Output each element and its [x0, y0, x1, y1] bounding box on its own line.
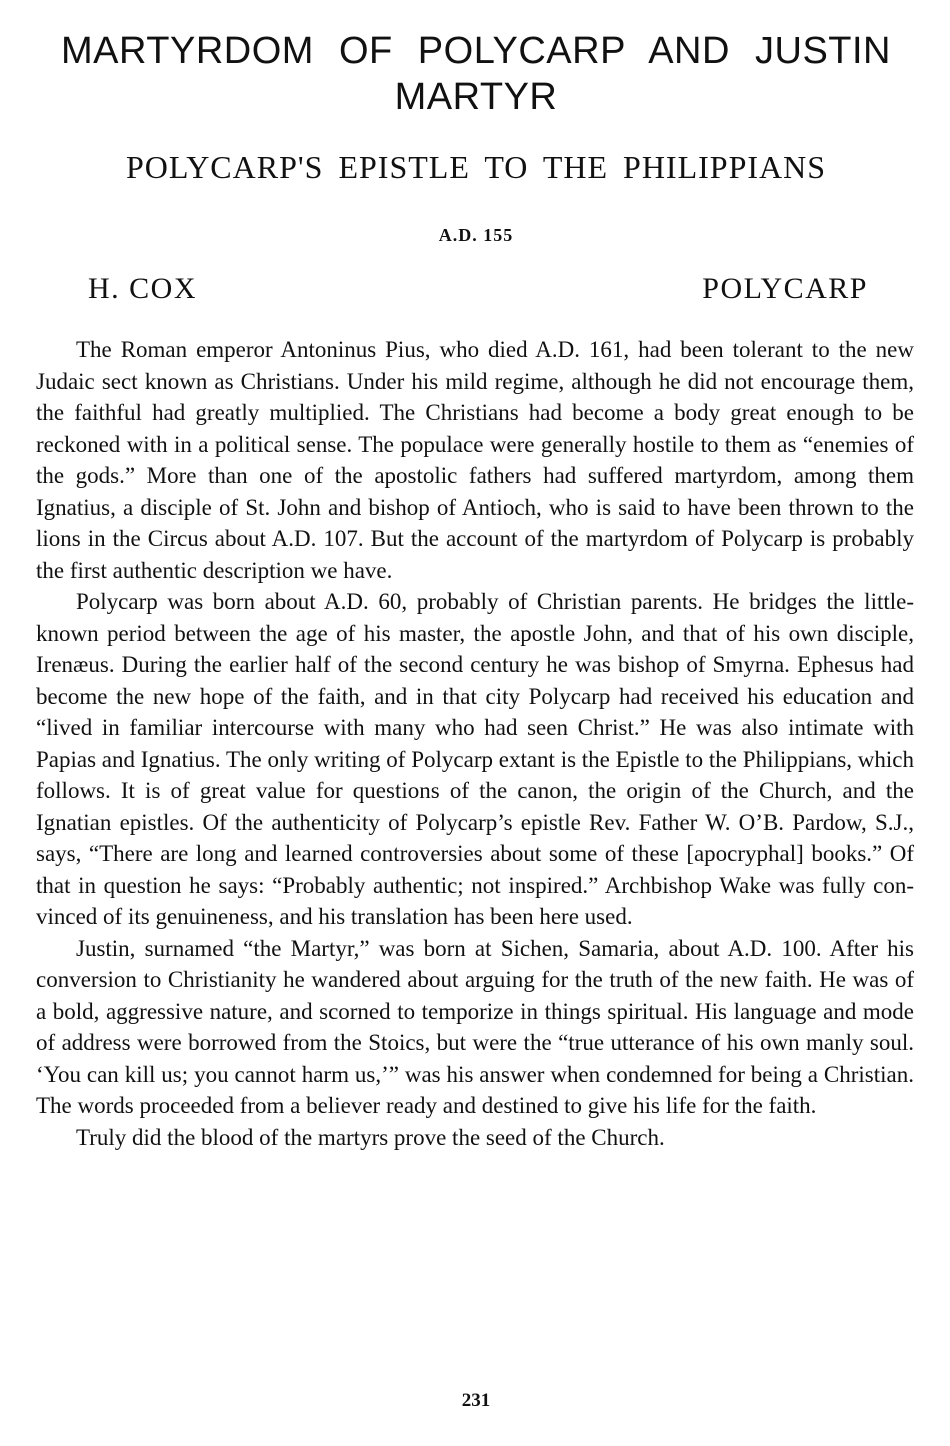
- date-line: A.D. 155: [438, 225, 514, 245]
- paragraph: Polycarp was born about A.D. 60, probably of Christian parents. He bridges the little-known period between the age of his master, the apostle John, and that of his own disciple, Irenæus. During the earlier half of the second century he was bishop of Smyrna. Ephesus had become the new hope of the faith, and in that city Polycarp had received his education and “lived in familiar intercourse with many who had seen Christ.” He was also intimate with Papias and Ignatius. The only writing of Polycarp extant is the Epistle to the Philippians, which follows. It is of great value for questions of the canon, the origin of the Church, and the Ignatian epistles. Of the authenticity of Polycarp’s epistle Rev. Father W. O’B. Pardow, S.J., says, “There are long and learned controversies about some of these [apocryphal] books.” Of that in question he says: “Probably authentic; not inspired.” Archbishop Wake was fully convinced of its genuineness, and his translation has been here used.: [36, 589, 914, 929]
- chapter-subtitle: POLYCARP'S EPISTLE TO THE PHILIPPIANS: [125, 149, 827, 185]
- page-number: 231: [461, 1390, 491, 1411]
- body-text: [36, 334, 914, 1153]
- author-name: POLYCARP: [702, 272, 868, 305]
- paragraph: The Roman emperor Antoninus Pius, who died A.D. 161, had been tolerant to the new Judaic sect known as Christians. Under his mild regime, although he did not encourage them, the faithful had greatly multiplied. The Christians had become a body great enough to be reckoned with in a political sense. The populace were generally hostile to them as “enemies of the gods.” More than one of the apostolic fathers had suffered martyrdom, among them Ignatius, a disciple of St. John and bishop of Antioch, who is said to have been thrown to the lions in the Circus about A.D. 107. But the account of the martyrdom of Polycarp is probably the first authentic description we have.: [36, 337, 914, 583]
- byline: [88, 272, 868, 306]
- paragraph: Truly did the blood of the martyrs prove the seed of the Church.: [76, 1124, 665, 1150]
- paragraph: Justin, surnamed “the Martyr,” was born at Sichen, Samaria, about A.D. 100. After his conversion to Christianity he wandered about arguing for the truth of the new faith. He was of a bold, aggressive nature, and scorned to temporize in things spiritual. His language and mode of address were borrowed from the Stoics, but were the “true utterance of his own manly soul. ‘You can kill us; you cannot harm us,’” was his answer when condemned for being a Christian. The words proceeded from a believer ready and destined to give his life for the faith.: [36, 935, 914, 1118]
- book-page: [36, 0, 916, 1446]
- editor-name: H. COX: [88, 272, 198, 305]
- chapter-title: MARTYRDOM OF POLYCARP AND JUSTIN MARTYR: [61, 30, 891, 118]
